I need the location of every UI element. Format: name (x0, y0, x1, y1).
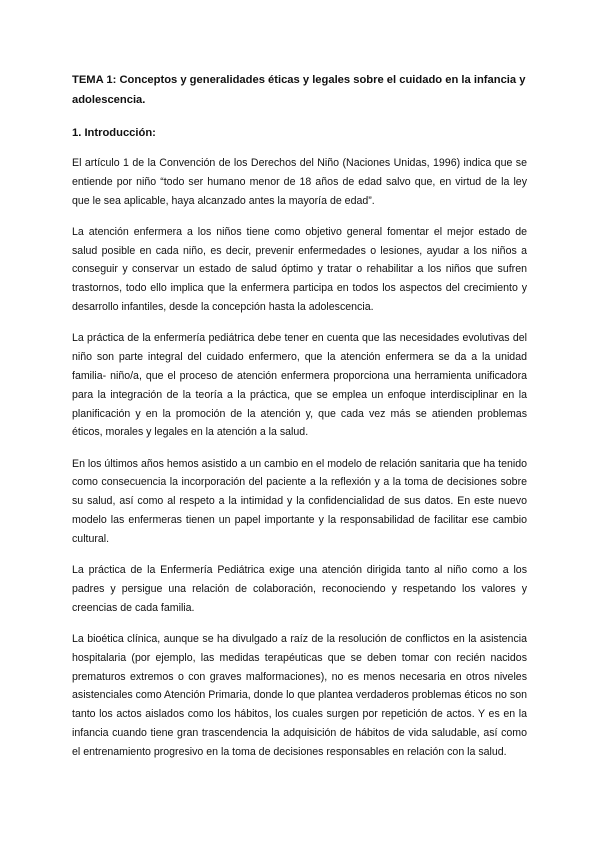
document-title: TEMA 1: Conceptos y generalidades éticas y legales sobre el cuidado en la infancia y adolescencia. (72, 74, 526, 106)
paragraph-2: La atención enfermera a los niños tiene como objetivo general fomentar el mejor estado de salud posible en cada niño, es decir, prevenir enfermedades o lesiones, ayudar a los niños a conseguir y conservar un estado de salud óptimo y tratar o rehabilitar a los niños que sufren trastornos, todo ello implica que la enfermera participa en todos los aspectos del crecimiento y desarrollo infantiles, desde la concepción hasta la adolescencia. (72, 225, 527, 314)
paragraph-3: La práctica de la enfermería pediátrica debe tener en cuenta que las necesidades evolutivas del niño son parte integral del cuidado enfermero, que la atención enfermera se da a la unidad familia- niño/a, que el proceso de atención enfermera proporciona una herramienta unificadora para la integración de la teoría a la práctica, que se emplea un enfoque interdisciplinar en la planificación y en la promoción de la atención y, que cada vez más se atienden problemas éticos, morales y legales en la atención a la salud. (72, 332, 527, 439)
paragraph-4: En los últimos años hemos asistido a un cambio en el modelo de relación sanitaria que ha tenido como consecuencia la incorporación del paciente a la reflexión y a la toma de decisiones sobre su salud, así como al respeto a la intimidad y la confidencialidad de sus datos. En este nuevo modelo las enfermeras tienen un papel importante y la responsabilidad de facilitar ese cambio cultural. (72, 457, 527, 545)
paragraph-6: La bioética clínica, aunque se ha divulgado a raíz de la resolución de conflictos en la asistencia hospitalaria (por ejemplo, las medidas terapéuticas que se deben tomar con recién nacidos prematuros extremos o con graves malformaciones), no es menos necesaria en otros niveles asistenciales como Atención Primaria, donde lo que plantea verdaderos problemas éticos no son tanto los actos aislados como los hábitos, los cuales surgen por repetición de actos. Y es en la infancia cuando tiene gran trascendencia la adquisición de hábitos de vida saludable, así como el entrenamiento progresivo en la toma de decisiones responsables en relación con la salud. (72, 633, 527, 758)
paragraph-5: La práctica de la Enfermería Pediátrica exige una atención dirigida tanto al niño como a los padres y persigue una relación de colaboración, reconociendo y respetando los valores y creencias de cada familia. (72, 564, 527, 614)
document-page (72, 70, 527, 774)
section-heading: 1. Introducción: (72, 127, 156, 139)
paragraph-1: El artículo 1 de la Convención de los Derechos del Niño (Naciones Unidas, 1996) indica que se entiende por niño “todo ser humano menor de 18 años de edad salvo que, en virtud de la ley que le sea aplicable, haya alcanzado antes la mayoría de edad”. (72, 157, 527, 207)
